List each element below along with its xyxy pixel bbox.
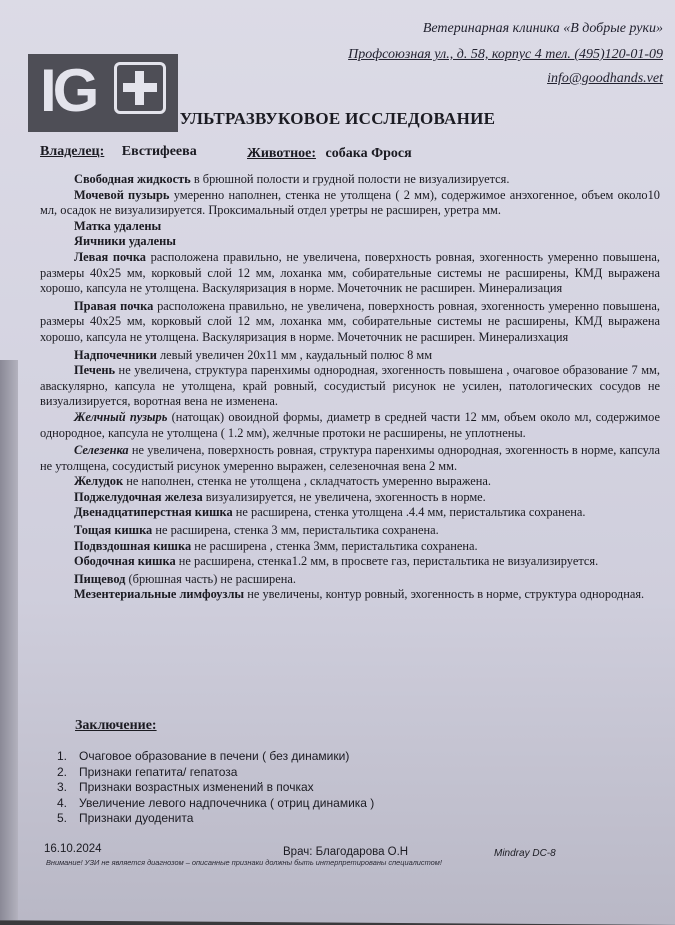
animal-label: Животное:	[247, 146, 317, 161]
device-model: Mindray DC-8	[494, 848, 556, 859]
list-item: 4. Увеличение левого надпочечника ( отриц динамика )	[57, 795, 375, 810]
page-title: УЛЬТРАЗВУКОВОЕ ИССЛЕДОВАНИЕ	[179, 109, 496, 128]
animal-value: собака Фрося	[325, 146, 412, 161]
doctor-name: Врач: Благодарова О.Н	[283, 846, 409, 858]
logo-letters: IG	[40, 57, 96, 124]
finding-stomach: Желудок не наполнен, стенка не утолщена , складчатость умеренно выражена.	[74, 474, 491, 489]
finding-lymph: Мезентериальные лимфоузлы не увеличены, контур ровный, эхогенность в норме, структура однородная.	[74, 587, 645, 602]
finding-right-kidney: Правая почка расположена правильно, не увеличена, поверхность ровная, эхогенность умеренно повышена, размеры 40х25 мм, корковый слой 12 мм, лоханка мм, собирательные системы не расширены, КМД выражена хорошо, капсула не утолщена. Васкуляризация в норме. Мочеточник не расширен. Минерализхация	[40, 298, 660, 344]
finding-free-fluid: Свободная жидкость в брюшной полости и грудной полости не визуализируется.	[74, 172, 510, 186]
list-item: 5. Признаки дуоденита	[57, 811, 194, 826]
owner-label: Владелец:	[40, 144, 105, 159]
logo-cross-icon	[114, 62, 166, 114]
report-date: 16.10.2024	[44, 843, 102, 855]
owner-value: Евстифеева	[121, 144, 197, 159]
finding-liver: Печень не увеличена, структура паренхимы однородная, эхогенность повышена , очаговое образование 7 мм, аваскулярно, капсула не утолщена, край ровный, сосудистый рисунок не усилен, патологических сосудов не визуализируется, воротная вена не изменена.	[40, 363, 660, 409]
list-item: 2. Признаки гепатита/ гепатоза	[57, 764, 238, 779]
clinic-email: info@goodhands.vet	[547, 71, 663, 86]
finding-colon: Ободочная кишка не расширена, стенка1.2 мм, в просвете газ, перистальтика не визуализируется.	[74, 554, 599, 569]
finding-gallbladder: Желчный пузырь (натощак) овоидной формы, диаметр в средней части 12 мм, объем около мл, содержимое однородное, капсула не утолщена ( 1.2 мм), желчные протоки не расширены, не уплотнены.	[40, 409, 660, 440]
finding-ovaries: Яичники удалены	[74, 234, 176, 249]
conclusion-title: Заключение:	[75, 718, 157, 733]
finding-adrenals: Надпочечники левый увеличен 20х11 мм , каудальный полюс 8 мм	[74, 347, 433, 362]
disclaimer: Внимание! УЗИ не является диагнозом – описанные признаки должны быть интерпретированы специалистом!	[46, 858, 442, 867]
finding-pancreas: Поджелудочная железа визуализируется, не увеличена, эхогенность в норме.	[74, 489, 486, 504]
list-item: 1. Очаговое образование в печени ( без динамики)	[57, 749, 350, 763]
finding-jejunum: Тощая кишка не расширена, стенка 3 мм, перистальтика сохранена.	[74, 523, 439, 538]
owner-line	[40, 144, 197, 160]
animal-line	[247, 146, 412, 162]
finding-left-kidney: Левая почка расположена правильно, не увеличена, поверхность ровная, эхогенность умеренно повышена, размеры 40х25 мм, корковый слой 12 мм, лоханка мм, собирательные системы не расширены, КМД выражена хорошо, капсула не утолщена. Васкуляризация в норме. Мочеточник не расширен. Минерализация	[40, 249, 661, 296]
clinic-address: Профсоюзная ул., д. 58, корпус 4 тел. (495)120-01-09	[348, 47, 663, 62]
finding-bladder: Мочевой пузырь умеренно наполнен, стенка не утолщена ( 2 мм), содержимое анэхогенное, объем около10 мл, осадок не визуализируется. Проксимальный отдел уретры не расширен, уретра мм.	[40, 187, 660, 218]
finding-uterus: Матка удалены	[74, 218, 162, 233]
finding-ileum: Подвздошная кишка не расширена , стенка 3мм, перистальтика сохранена.	[74, 538, 478, 553]
list-item: 3. Признаки возрастных изменений в почках	[57, 780, 314, 795]
finding-spleen: Селезенка не увеличена, поверхность ровная, структура паренхимы однородная, эхогенность в норме, капсула не утолщена, сосудистый рисунок умеренно выражен, селезеночная вена 2 мм.	[40, 443, 660, 473]
findings	[40, 172, 660, 603]
finding-esophagus: Пищевод (брюшная часть) не расширена.	[74, 571, 296, 586]
clinic-name: Ветеринарная клиника «В добрые руки»	[422, 21, 663, 36]
finding-duodenum: Двенадцатиперстная кишка не расширена, стенка утолщена .4.4 мм, перистальтика сохранена.	[74, 505, 586, 520]
conclusion-list	[57, 749, 374, 827]
